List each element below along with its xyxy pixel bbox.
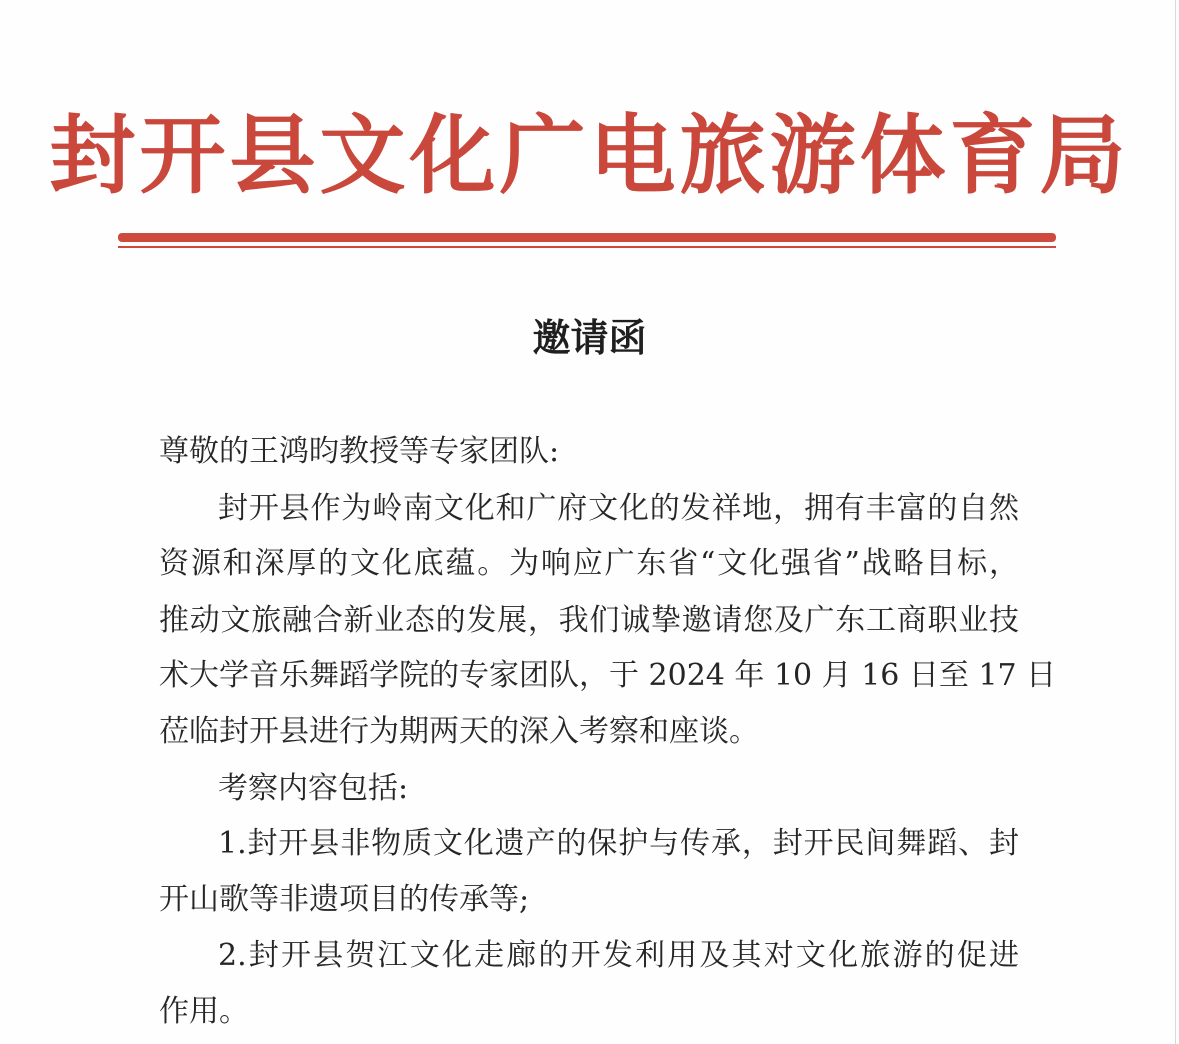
paragraph-1-line-2 <box>159 539 1019 589</box>
header-red-thick-rule <box>118 233 1056 242</box>
header-red-thin-rule <box>118 246 1056 248</box>
paragraph-1-line-4 <box>159 651 1057 701</box>
issuing-organization-title: 封开县文化广电旅游体育局 <box>49 105 1130 206</box>
item-line-text: 2.封开县贺江文化走廊的开发利用及其对文化旅游的促进 <box>218 938 1019 973</box>
item-1-line-2: 开山歌等非遗项目的传承等; <box>159 882 530 917</box>
document-title: 邀请函 <box>532 315 647 360</box>
paragraph-1-line-5: 莅临封开县进行为期两天的深入考察和座谈。 <box>159 714 759 749</box>
paragraph-1-line-3 <box>159 596 1019 646</box>
item-2-line-2: 作用。 <box>159 994 249 1029</box>
item-1-line-1 <box>218 819 1019 869</box>
item-2-line-1 <box>218 931 1019 981</box>
paragraph-1-line-1 <box>218 484 1019 534</box>
paragraph-line-text: 术大学音乐舞蹈学院的专家团队，于 2024 年 10 月 16 日至 17 日 <box>159 658 1057 693</box>
inspection-content-heading: 考察内容包括: <box>218 771 409 806</box>
paragraph-line-text: 封开县作为岭南文化和广府文化的发祥地，拥有丰富的自然 <box>218 491 1019 526</box>
item-line-text: 1.封开县非物质文化遗产的保护与传承，封开民间舞蹈、封 <box>218 826 1019 861</box>
paragraph-line-text: 资源和深厚的文化底蕴。为响应广东省“文化强省”战略目标， <box>159 546 1019 581</box>
paragraph-line-text: 推动文旅融合新业态的发展，我们诚挚邀请您及广东工商职业技 <box>159 603 1019 638</box>
salutation: 尊敬的王鸿昀教授等专家团队: <box>159 434 560 469</box>
